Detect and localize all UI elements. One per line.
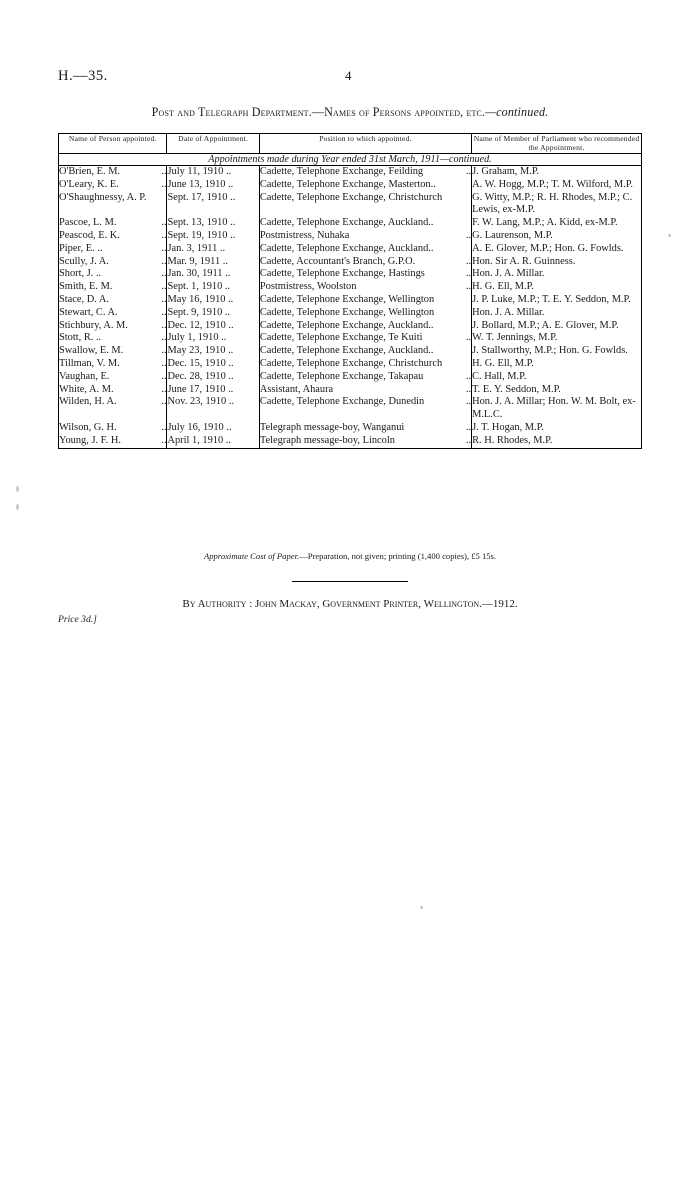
cell-position bbox=[259, 230, 471, 243]
table-header-row bbox=[59, 134, 642, 154]
cell-name bbox=[59, 435, 167, 448]
cell-position bbox=[259, 256, 471, 269]
leader-dots: .. bbox=[465, 268, 472, 280]
table-row bbox=[59, 217, 642, 230]
paper-speck bbox=[668, 234, 671, 237]
leader-dots: .. bbox=[161, 178, 167, 190]
cell-mp: R. H. Rhodes, M.P. bbox=[472, 435, 642, 448]
leader-dots: .. bbox=[465, 383, 472, 395]
leader-dots: .. bbox=[465, 281, 472, 293]
column-header-mp: Name of Member of Parliament who recommended the Appointment. bbox=[472, 134, 642, 154]
cell-name bbox=[59, 320, 167, 333]
cell-name-text: Stace, D. A. bbox=[59, 293, 109, 305]
table-row bbox=[59, 256, 642, 269]
column-header-name: Name of Person appointed. bbox=[59, 134, 167, 154]
table-row bbox=[59, 165, 642, 178]
leader-dots: .. bbox=[161, 434, 167, 446]
cell-date: Sept. 13, 1910 .. bbox=[167, 217, 259, 230]
cell-name bbox=[59, 384, 167, 397]
cell-position bbox=[259, 243, 471, 256]
cell-name-text: Piper, E. .. bbox=[59, 242, 103, 254]
cell-name-text: Wilson, G. H. bbox=[59, 421, 117, 433]
cell-date: July 11, 1910 .. bbox=[167, 165, 259, 178]
cell-name-text: Swallow, E. M. bbox=[59, 345, 124, 357]
cell-name-text: O'Leary, K. E. bbox=[59, 178, 119, 190]
cell-mp: Hon. J. A. Millar. bbox=[472, 268, 642, 281]
cell-date: Jan. 30, 1911 .. bbox=[167, 268, 259, 281]
cell-mp: F. W. Lang, M.P.; A. Kidd, ex-M.P. bbox=[472, 217, 642, 230]
cell-name bbox=[59, 217, 167, 230]
cell-position-text: Cadette, Telephone Exchange, Auckland.. bbox=[259, 217, 434, 229]
table-row bbox=[59, 179, 642, 192]
cell-position-text: Cadette, Telephone Exchange, Wellington bbox=[259, 293, 435, 305]
document-code: H.—35. bbox=[58, 68, 108, 84]
cell-date: Mar. 9, 1911 .. bbox=[167, 256, 259, 269]
cell-name-text: Stichbury, A. M. bbox=[59, 319, 128, 331]
table-row bbox=[59, 422, 642, 435]
leader-dots: .. bbox=[161, 242, 167, 254]
cell-date: July 16, 1910 .. bbox=[167, 422, 259, 435]
cell-date: July 1, 1910 .. bbox=[167, 332, 259, 345]
cell-name bbox=[59, 281, 167, 294]
cell-name bbox=[59, 371, 167, 384]
cell-name-text: O'Shaughnessy, A. P. bbox=[59, 191, 147, 203]
table-row bbox=[59, 320, 642, 333]
cell-name-text: Scully, J. A. bbox=[59, 255, 109, 267]
cell-position-text: Cadette, Telephone Exchange, Dunedin bbox=[259, 396, 425, 408]
cell-name-text: Tillman, V. M. bbox=[59, 357, 120, 369]
cell-position bbox=[259, 165, 471, 178]
cell-position bbox=[259, 345, 471, 358]
cell-name bbox=[59, 345, 167, 358]
leader-dots: .. bbox=[465, 396, 472, 408]
cell-position bbox=[259, 179, 471, 192]
cell-position-text: Cadette, Telephone Exchange, Auckland.. bbox=[259, 319, 434, 331]
cell-position-text: Cadette, Telephone Exchange, Feilding bbox=[259, 165, 424, 177]
cell-name-text: White, A. M. bbox=[59, 383, 114, 395]
column-header-date: Date of Appointment. bbox=[167, 134, 259, 154]
paper-speck bbox=[16, 504, 19, 510]
table-row bbox=[59, 268, 642, 281]
cell-mp: H. G. Ell, M.P. bbox=[472, 281, 642, 294]
cell-position bbox=[259, 320, 471, 333]
cell-name-text: O'Brien, E. M. bbox=[59, 165, 121, 177]
cell-position bbox=[259, 281, 471, 294]
cell-name bbox=[59, 268, 167, 281]
leader-dots: .. bbox=[161, 268, 167, 280]
paper-speck bbox=[16, 486, 19, 492]
cell-name bbox=[59, 396, 167, 422]
cell-name bbox=[59, 358, 167, 371]
cell-position bbox=[259, 435, 471, 448]
price-note: Price 3d.] bbox=[58, 614, 97, 625]
cell-name-text: Peascod, E. K. bbox=[59, 229, 120, 241]
cell-mp: J. Graham, M.P. bbox=[472, 165, 642, 178]
table-row bbox=[59, 294, 642, 307]
column-header-position: Position to which appointed. bbox=[259, 134, 471, 154]
table-row bbox=[59, 345, 642, 358]
leader-dots: .. bbox=[161, 293, 167, 305]
cell-position bbox=[259, 422, 471, 435]
cell-name bbox=[59, 243, 167, 256]
cell-position-text: Cadette, Telephone Exchange, Christchurch bbox=[259, 191, 443, 203]
cell-mp: A. E. Glover, M.P.; Hon. G. Fowlds. bbox=[472, 243, 642, 256]
table-row bbox=[59, 332, 642, 345]
table-row bbox=[59, 396, 642, 422]
cell-mp: G. Witty, M.P.; R. H. Rhodes, M.P.; C. Lewis, ex-M.P. bbox=[472, 192, 642, 218]
table-subheading: Appointments made during Year ended 31st March, 1911—continued. bbox=[59, 153, 642, 165]
cell-name-text: Vaughan, E. bbox=[59, 370, 110, 382]
table-row bbox=[59, 243, 642, 256]
table-row bbox=[59, 435, 642, 448]
cell-position bbox=[259, 332, 471, 345]
cell-position-text: Cadette, Telephone Exchange, Christchurch bbox=[259, 357, 443, 369]
cell-date: Dec. 15, 1910 .. bbox=[167, 358, 259, 371]
cell-date: Dec. 28, 1910 .. bbox=[167, 371, 259, 384]
cell-position-text: Cadette, Telephone Exchange, Hastings bbox=[259, 268, 425, 280]
cell-date: Sept. 19, 1910 .. bbox=[167, 230, 259, 243]
cell-position-text: Cadette, Telephone Exchange, Masterton.. bbox=[259, 178, 436, 190]
leader-dots: .. bbox=[161, 383, 167, 395]
leader-dots: .. bbox=[161, 396, 167, 408]
cell-position bbox=[259, 307, 471, 320]
leader-dots: .. bbox=[161, 217, 167, 229]
leader-dots: .. bbox=[161, 345, 167, 357]
leader-dots: .. bbox=[465, 165, 472, 177]
cell-mp: C. Hall, M.P. bbox=[472, 371, 642, 384]
cell-name-text: Stott, R. .. bbox=[59, 332, 102, 344]
page-number: 4 bbox=[345, 68, 352, 83]
cell-mp: J. Bollard, M.P.; A. E. Glover, M.P. bbox=[472, 320, 642, 333]
cell-name-text: Smith, E. M. bbox=[59, 281, 113, 293]
cell-mp: J. P. Luke, M.P.; T. E. Y. Seddon, M.P. bbox=[472, 294, 642, 307]
cell-position-text: Assistant, Ahaura bbox=[259, 383, 334, 395]
leader-dots: .. bbox=[465, 332, 472, 344]
cell-name-text: Stewart, C. A. bbox=[59, 306, 118, 318]
cell-date: Sept. 1, 1910 .. bbox=[167, 281, 259, 294]
leader-dots: .. bbox=[465, 421, 472, 433]
cell-position-text: Cadette, Telephone Exchange, Wellington bbox=[259, 306, 435, 318]
page-title-continued: —continued. bbox=[485, 105, 549, 119]
cell-position-text: Cadette, Telephone Exchange, Te Kuiti bbox=[259, 332, 423, 344]
leader-dots: .. bbox=[161, 229, 167, 241]
cell-date: June 17, 1910 .. bbox=[167, 384, 259, 397]
cell-date: April 1, 1910 .. bbox=[167, 435, 259, 448]
table-subheading-row bbox=[59, 153, 642, 165]
cell-position bbox=[259, 294, 471, 307]
page-title bbox=[58, 105, 642, 120]
table-row bbox=[59, 281, 642, 294]
cell-position-text: Cadette, Telephone Exchange, Auckland.. bbox=[259, 345, 434, 357]
cell-name bbox=[59, 230, 167, 243]
cell-date: Sept. 9, 1910 .. bbox=[167, 307, 259, 320]
cell-mp: W. T. Jennings, M.P. bbox=[472, 332, 642, 345]
cell-position bbox=[259, 192, 471, 218]
cell-position bbox=[259, 217, 471, 230]
appointments-table bbox=[58, 133, 642, 449]
leader-dots: .. bbox=[161, 255, 167, 267]
page-title-text: Post and Telegraph Department.—Names of Persons appointed, etc. bbox=[151, 105, 486, 119]
cost-note-label: Approximate Cost of Paper. bbox=[203, 551, 300, 561]
cell-position-text: Cadette, Accountant's Branch, G.P.O. bbox=[259, 255, 416, 267]
cell-name bbox=[59, 422, 167, 435]
cell-name bbox=[59, 192, 167, 218]
table-row bbox=[59, 358, 642, 371]
cell-date: May 16, 1910 .. bbox=[167, 294, 259, 307]
leader-dots: .. bbox=[161, 281, 167, 293]
cell-position-text: Telegraph message-boy, Wanganui bbox=[259, 421, 405, 433]
cost-note-text: —Preparation, not given; printing (1,400 copies), £5 15s. bbox=[299, 551, 497, 561]
cell-position bbox=[259, 384, 471, 397]
cell-date: June 13, 1910 .. bbox=[167, 179, 259, 192]
leader-dots: .. bbox=[161, 357, 167, 369]
table-row bbox=[59, 307, 642, 320]
cell-position-text: Postmistress, Nuhaka bbox=[259, 229, 350, 241]
cell-name bbox=[59, 179, 167, 192]
leader-dots: .. bbox=[161, 370, 167, 382]
cell-name-text: Short, J. .. bbox=[59, 268, 102, 280]
leader-dots: .. bbox=[161, 421, 167, 433]
leader-dots: .. bbox=[161, 165, 167, 177]
leader-dots: .. bbox=[465, 229, 472, 241]
cell-name bbox=[59, 294, 167, 307]
cell-date: Dec. 12, 1910 .. bbox=[167, 320, 259, 333]
cell-position bbox=[259, 268, 471, 281]
table-head bbox=[59, 134, 642, 154]
cell-mp: T. E. Y. Seddon, M.P. bbox=[472, 384, 642, 397]
table-row bbox=[59, 371, 642, 384]
leader-dots: .. bbox=[161, 319, 167, 331]
table-row bbox=[59, 384, 642, 397]
cell-position-text: Cadette, Telephone Exchange, Auckland.. bbox=[259, 242, 434, 254]
cell-mp: Hon. Sir A. R. Guinness. bbox=[472, 256, 642, 269]
cell-mp: J. Stallworthy, M.P.; Hon. G. Fowlds. bbox=[472, 345, 642, 358]
cell-name-text: Pascoe, L. M. bbox=[59, 217, 117, 229]
cell-mp: Hon. J. A. Millar. bbox=[472, 307, 642, 320]
cell-position bbox=[259, 396, 471, 422]
cell-date: May 23, 1910 .. bbox=[167, 345, 259, 358]
cell-date: Sept. 17, 1910 .. bbox=[167, 192, 259, 218]
leader-dots: .. bbox=[465, 434, 472, 446]
cell-date: Nov. 23, 1910 .. bbox=[167, 396, 259, 422]
cell-position-text: Cadette, Telephone Exchange, Takapau bbox=[259, 370, 424, 382]
cell-name-text: Young, J. F. H. bbox=[59, 434, 121, 446]
cell-name bbox=[59, 307, 167, 320]
cell-name bbox=[59, 165, 167, 178]
cost-note bbox=[58, 551, 642, 561]
cell-date: Jan. 3, 1911 .. bbox=[167, 243, 259, 256]
leader-dots: .. bbox=[465, 370, 472, 382]
cell-name bbox=[59, 332, 167, 345]
cell-name-text: Wilden, H. A. bbox=[59, 396, 117, 408]
table-row bbox=[59, 230, 642, 243]
cell-mp: Hon. J. A. Millar; Hon. W. M. Bolt, ex-M.L.C. bbox=[472, 396, 642, 422]
table-body bbox=[59, 153, 642, 448]
cell-mp: G. Laurenson, M.P. bbox=[472, 230, 642, 243]
cell-mp: J. T. Hogan, M.P. bbox=[472, 422, 642, 435]
leader-dots: .. bbox=[161, 306, 167, 318]
authority-text: By Authority : John Mackay, Government Printer, Wellington.—1912. bbox=[182, 598, 518, 610]
paper-speck bbox=[420, 906, 423, 909]
leader-dots: .. bbox=[161, 332, 167, 344]
authority-line bbox=[58, 598, 642, 610]
cell-position-text: Telegraph message-boy, Lincoln bbox=[259, 434, 395, 446]
cell-name bbox=[59, 256, 167, 269]
cell-position bbox=[259, 358, 471, 371]
cell-position bbox=[259, 371, 471, 384]
footer-divider bbox=[292, 581, 408, 582]
table-row bbox=[59, 192, 642, 218]
cell-mp: H. G. Ell, M.P. bbox=[472, 358, 642, 371]
leader-dots: .. bbox=[465, 255, 472, 267]
cell-position-text: Postmistress, Woolston bbox=[259, 281, 357, 293]
cell-mp: A. W. Hogg, M.P.; T. M. Wilford, M.P. bbox=[472, 179, 642, 192]
